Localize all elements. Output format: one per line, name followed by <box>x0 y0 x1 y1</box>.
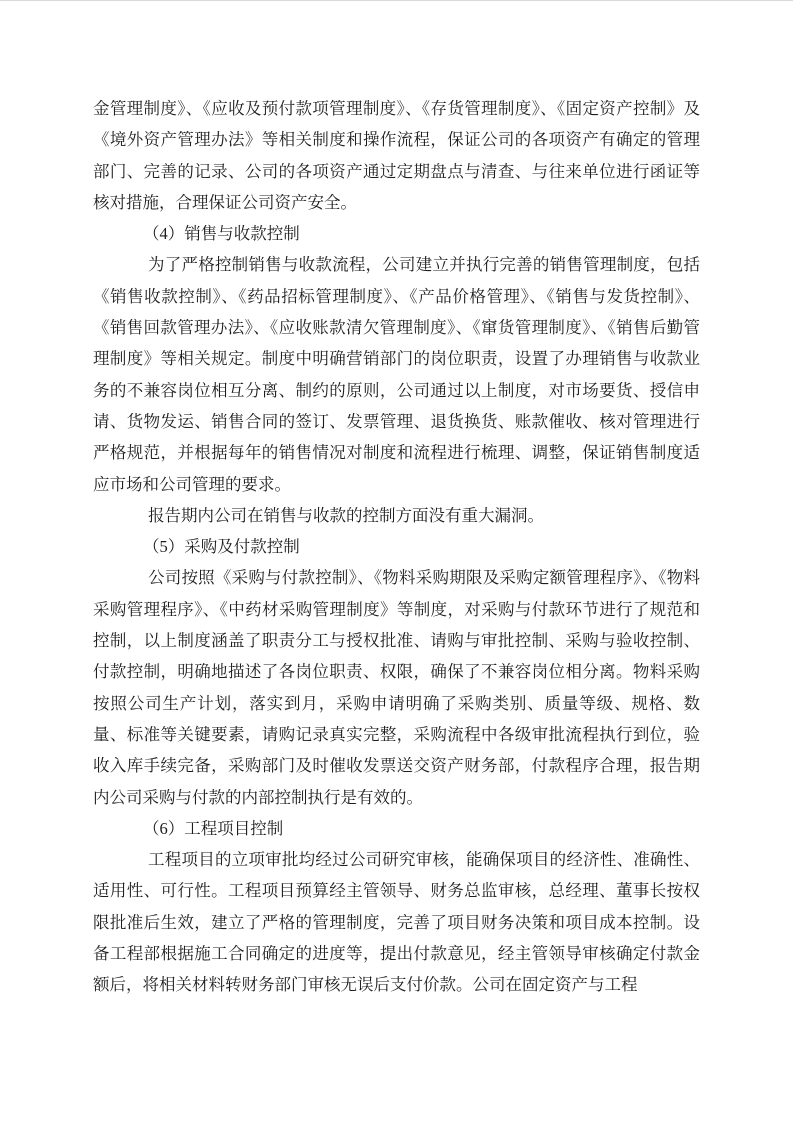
paragraph-asset-control-continued: 金管理制度》、《应收及预付款项管理制度》、《存货管理制度》、《固定资产控制》及《境外资产管理办法》等相关制度和操作流程，保证公司的各项资产有确定的管理部门、完善的记录、公司的各项资产通过定期盘点与清查、与往来单位进行函证等核对措施，合理保证公司资产安全。 <box>93 99 700 212</box>
paragraph-sales-and-collection-control: 为了严格控制销售与收款流程，公司建立并执行完善的销售管理制度，包括《销售收款控制》、《药品招标管理制度》、《产品价格管理》、《销售与发货控制》、《销售回款管理办法》、《应收账款清欠管理制度》、《窜货管理制度》、《销售后勤管理制度》等相关规定。制度中明确营销部门的岗位职责，设置了办理销售与收款业务的不兼容岗位相互分离、制约的原则，公司通过以上制度，对市场要货、授信申请、货物发运、销售合同的签订、发票管理、退货换货、账款催收、核对管理进行严格规范，并根据每年的销售情况对制度和流程进行梳理、调整，保证销售制度适应市场和公司管理的要求。 <box>93 255 700 494</box>
section-heading-6-engineering-project-control: （6）工程项目控制 <box>143 818 284 838</box>
paragraph-procurement-and-payment-control: 公司按照《采购与付款控制》、《物料采购期限及采购定额管理程序》、《物料采购管理程序》、《中药材采购管理制度》等制度，对采购与付款环节进行了规范和控制，以上制度涵盖了职责分工与授权批准、请购与审批控制、采购与验收控制、付款控制，明确地描述了各岗位职责、权限，确保了不兼容岗位相分离。物料采购按照公司生产计划，落实到月，采购申请明确了采购类别、质量等级、规格、数量、标准等关键要素，请购记录真实完整，采购流程中各级审批流程执行到位，验收入库手续完备，采购部门及时催收发票送交资产财务部，付款程序合理，报告期内公司采购与付款的内部控制执行是有效的。 <box>93 568 700 807</box>
paragraph-engineering-project-control: 工程项目的立项审批均经过公司研究审核，能确保项目的经济性、准确性、适用性、可行性。工程项目预算经主管领导、财务总监审核，总经理、董事长按权限批准后生效，建立了严格的管理制度，完善了项目财务决策和项目成本控制。设备工程部根据施工合同确定的进度等，提出付款意见，经主管领导审核确定付款金额后，将相关材料转财务部门审核无误后支付价款。公司在固定资产与工程 <box>93 850 700 995</box>
section-heading-4-sales-and-collection-control: （4）销售与收款控制 <box>143 224 300 244</box>
page-text-content <box>93 93 700 1001</box>
section-heading-5-procurement-and-payment-control: （5）采购及付款控制 <box>143 537 300 557</box>
paragraph-sales-control-no-major-defects: 报告期内公司在销售与收款的控制方面没有重大漏洞。 <box>148 505 544 525</box>
